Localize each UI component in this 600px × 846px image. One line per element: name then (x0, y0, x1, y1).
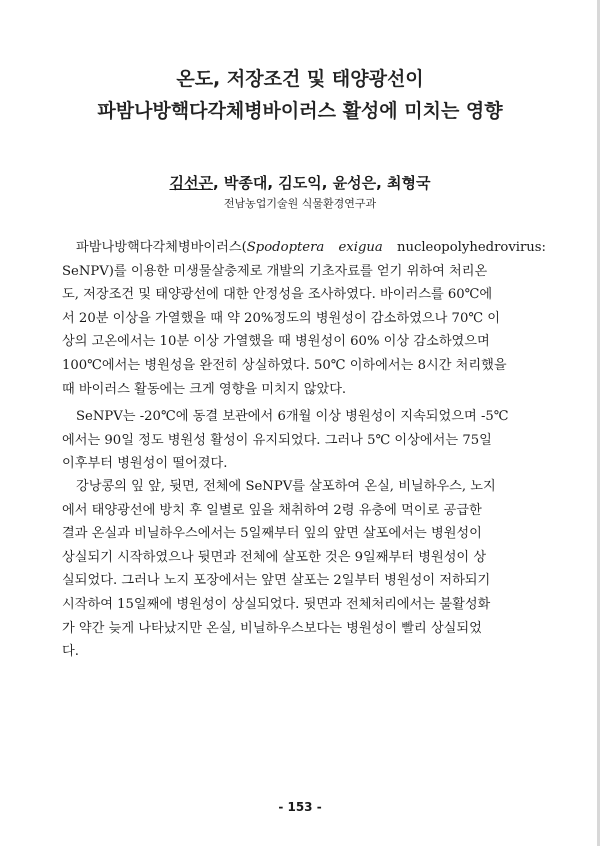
text-segment: 이후부터 병원성이 떨어졌다. (62, 456, 228, 472)
abstract-paragraph-3 (62, 475, 546, 664)
text-line (62, 475, 546, 499)
text-segment: 파밤나방핵다각체병바이러스(Spodoptera (76, 240, 325, 255)
text-segment: 실되었다. 그러나 노지 포장에서는 앞면 살포는 2일부터 병원성이 저하되기 (62, 573, 491, 589)
text-segment: 상실되기 시작하였으나 뒷면과 전체에 살포한 것은 9일째부터 병원성이 상 (62, 549, 487, 565)
text-line (62, 499, 546, 523)
text-line (62, 640, 546, 664)
text-line (62, 330, 546, 354)
affiliation: 전남농업기술원 식물환경연구과 (223, 197, 377, 210)
text-line (62, 569, 546, 593)
text-segment: 때 바이러스 활동에는 크게 영향을 미치지 않았다. (62, 381, 347, 397)
text-line (62, 593, 546, 617)
text-segment: 에서는 90일 정도 병원성 활성이 유지되었다. 그러나 5℃ 이상에서는 75일 (62, 432, 492, 448)
abstract-paragraph-2 (62, 405, 546, 476)
text-line (62, 354, 546, 378)
abstract-paragraph-1 (62, 236, 546, 401)
text-segment: SeNPV는 -20℃에 동결 보관에서 6개월 이상 병원성이 지속되었으며 -5℃ (76, 409, 509, 424)
text-line (62, 283, 546, 307)
text-segment: 다. (62, 644, 79, 660)
text-line (62, 378, 546, 402)
text-segment: nucleopolyhedrovirus: (396, 240, 546, 255)
text-line (62, 307, 546, 331)
text-line (62, 236, 546, 260)
text-line (62, 617, 546, 641)
title-line-2: 파밤나방핵다각체병바이러스 활성에 미치는 영향 (97, 100, 503, 122)
text-line (62, 452, 546, 476)
text-segment: exigua (338, 240, 383, 255)
text-segment: 상의 고온에서는 10분 이상 가열했을 때 병원성이 60% 이상 감소하였으며 (62, 334, 490, 350)
text-segment: 강낭콩의 잎 앞, 뒷면, 전체에 SeNPV를 살포하여 온실, 비닐하우스, 노지 (76, 479, 496, 494)
text-line (62, 260, 546, 284)
text-segment: 결과 온실과 비닐하우스에서는 5일째부터 잎의 앞면 살포에서는 병원성이 (62, 526, 482, 542)
text-segment: 서 20분 이상을 가열했을 때 약 20%정도의 병원성이 감소하였으나 70℃ 이 (62, 310, 501, 326)
text-line (62, 405, 546, 429)
page-number: - 153 - (278, 800, 322, 814)
text-line (62, 546, 546, 570)
text-line (62, 522, 546, 546)
co-authors: , 박종대, 김도익, 윤성은, 최형국 (212, 174, 431, 192)
title-line-1: 온도, 저장조건 및 태양광선이 (176, 68, 424, 90)
text-segment: 100℃에서는 병원성을 완전히 상실하였다. 50℃ 이하에서는 8시간 처리했을 (62, 357, 507, 373)
first-author: 김선곤 (169, 174, 213, 192)
text-segment: SeNPV)를 이용한 미생물살충제로 개발의 기초자료를 얻기 위하여 처리온 (62, 263, 488, 279)
text-segment: 에서 태양광선에 방치 후 일별로 잎을 채취하여 2령 유충에 먹이로 공급한 (62, 502, 482, 518)
text-segment: 가 약간 늦게 나타났지만 온실, 비닐하우스보다는 병원성이 빨리 상실되었 (62, 620, 482, 636)
text-segment: 시작하여 15일째에 병원성이 상실되었다. 뒷면과 전체처리에서는 불활성화 (62, 596, 491, 612)
text-segment: 도, 저장조건 및 태양광선에 대한 안정성을 조사하였다. 바이러스를 60℃에 (62, 287, 493, 303)
author-list (0, 172, 600, 193)
text-line (62, 429, 546, 453)
